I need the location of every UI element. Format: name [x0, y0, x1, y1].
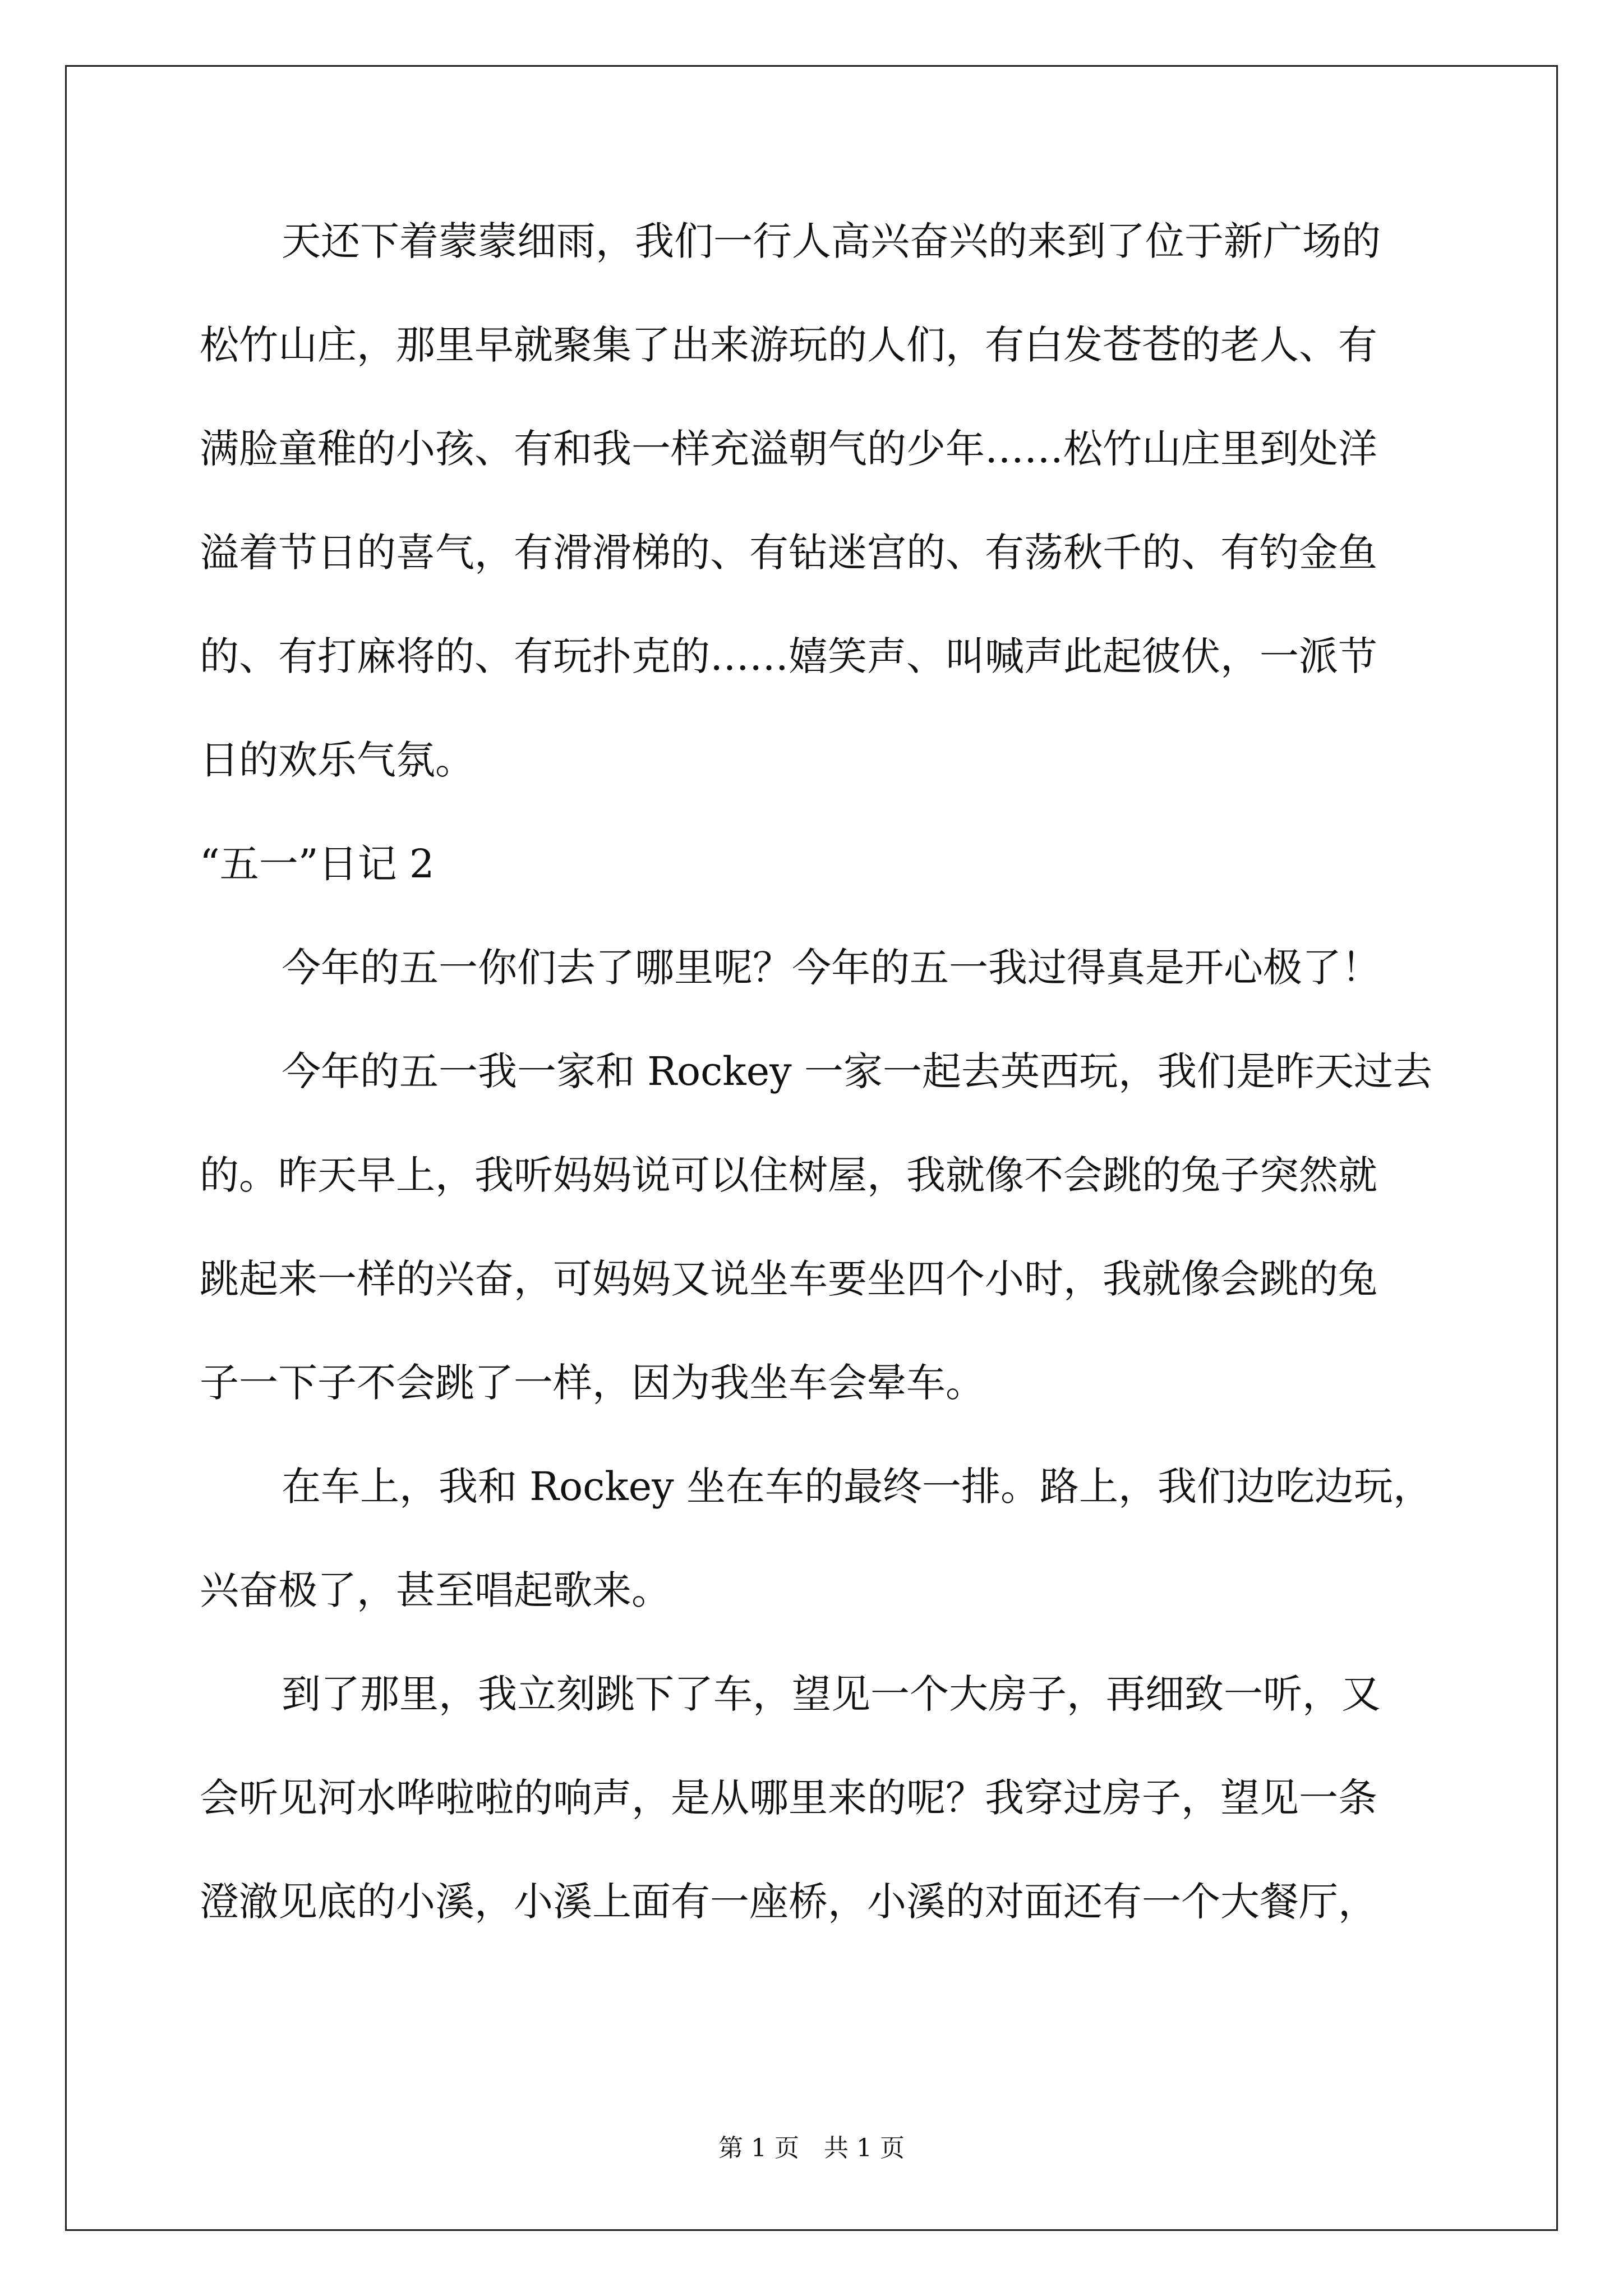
text-line-1: 天还下着蒙蒙细雨，我们一行人高兴奋兴的来到了位于新广场的 [282, 218, 1381, 264]
text-line-17: 澄澈见底的小溪，小溪上面有一座桥，小溪的对面还有一个大餐厅， [200, 1879, 1377, 1925]
text-line-12: 子一下子不会跳了一样，因为我坐车会晕车。 [200, 1360, 985, 1406]
text-line-3: 满脸童稚的小孩、有和我一样充溢朝气的少年……松竹山庄里到处洋 [200, 426, 1377, 472]
text-line-5: 的、有打麻将的、有玩扑克的……嬉笑声、叫喊声此起彼伏，一派节 [200, 633, 1377, 679]
text-line-13: 在车上，我和 Rockey 坐在车的最终一排。路上，我们边吃边玩， [282, 1464, 1432, 1510]
text-line-8: 今年的五一你们去了哪里呢？今年的五一我过得真是开心极了！ [282, 945, 1381, 991]
text-line-6: 日的欢乐气氛。 [200, 737, 474, 783]
page-footer: 第 1 页 共 1 页 [718, 2134, 905, 2162]
text-line-9: 今年的五一我一家和 Rockey 一家一起去英西玩，我们是昨天过去 [282, 1048, 1432, 1094]
text-line-2: 松竹山庄，那里早就聚集了出来游玩的人们，有白发苍苍的老人、有 [200, 322, 1377, 368]
text-line-16: 会听见河水哗啦啦的响声，是从哪里来的呢？我穿过房子，望见一条 [200, 1775, 1377, 1821]
section-heading: “五一”日记 2 [200, 841, 435, 887]
text-line-4: 溢着节日的喜气，有滑滑梯的、有钻迷宫的、有荡秋千的、有钓金鱼 [200, 530, 1377, 576]
text-line-11: 跳起来一样的兴奋，可妈妈又说坐车要坐四个小时，我就像会跳的兔 [200, 1256, 1377, 1302]
text-line-14: 兴奋极了，甚至唱起歌来。 [200, 1567, 671, 1613]
text-line-10: 的。昨天早上，我听妈妈说可以住树屋，我就像不会跳的兔子突然就 [200, 1152, 1377, 1198]
text-line-15: 到了那里，我立刻跳下了车，望见一个大房子，再细致一听，又 [282, 1671, 1381, 1717]
